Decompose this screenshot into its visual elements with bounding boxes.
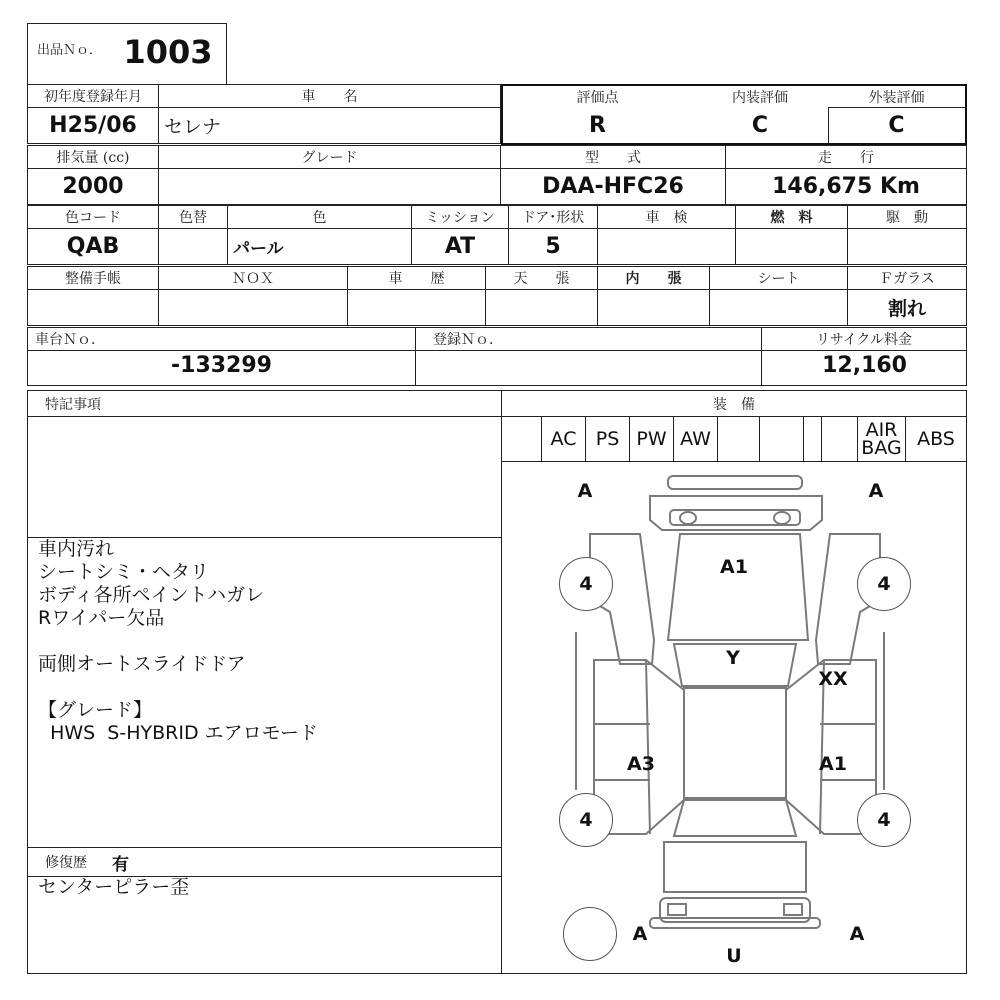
history-label: 車 歴 bbox=[388, 271, 445, 287]
mark-front-right-corner: A bbox=[868, 480, 884, 502]
mark-rear-left-corner: A bbox=[632, 923, 648, 945]
first-reg-label: 初年度登録年月 bbox=[44, 89, 142, 105]
note-line: ボディ各所ペイントハガレ bbox=[38, 584, 265, 606]
mission-label: ミッション bbox=[425, 210, 495, 226]
mark-hood: A1 bbox=[720, 556, 748, 578]
rear-hatch bbox=[664, 842, 806, 892]
equipment-ps: PS bbox=[586, 417, 630, 461]
drive-label: 駆 動 bbox=[886, 210, 928, 226]
lot-number-label: 出品Ｎｏ． bbox=[37, 42, 103, 58]
rear-light-right bbox=[784, 904, 802, 915]
note-line: HWS S-HYBRID エアロモード bbox=[38, 722, 318, 744]
mark-bottom: U bbox=[726, 945, 742, 967]
mark-windshield: Y bbox=[726, 647, 740, 669]
equipment-label: 装 備 bbox=[713, 396, 755, 413]
seat-label: シート bbox=[757, 271, 800, 287]
roof bbox=[684, 688, 786, 798]
door-label: ドア･形状 bbox=[521, 210, 585, 226]
maintenance-label: 整備手帳 bbox=[65, 271, 121, 287]
lot-number-value: 1003 bbox=[123, 33, 213, 71]
mark-rear-right-corner: A bbox=[849, 923, 865, 945]
note-line: Rワイパー欠品 bbox=[38, 607, 165, 629]
first-reg-value: H25/06 bbox=[49, 113, 137, 138]
nox-label: ＮＯＸ bbox=[232, 271, 274, 287]
front-light-right bbox=[774, 512, 790, 524]
car-name-value: セレナ bbox=[164, 116, 222, 138]
score-label: 評価点 bbox=[576, 90, 619, 106]
equipment-aw: AW bbox=[674, 417, 718, 461]
tire-front-right: 4 bbox=[857, 557, 911, 611]
equipment-pw: PW bbox=[630, 417, 674, 461]
mark-left-side: A3 bbox=[627, 753, 655, 775]
repair-label: 修復歴 bbox=[45, 855, 87, 871]
color-code-label: 色コード bbox=[65, 210, 121, 226]
front-light-left bbox=[680, 512, 696, 524]
exterior-value: C bbox=[888, 112, 905, 138]
equipment-ac: AC bbox=[542, 417, 586, 461]
rear-light-left bbox=[668, 904, 686, 915]
tire-rear-left: 4 bbox=[559, 793, 613, 847]
displacement-label: 排気量 (cc) bbox=[56, 150, 130, 166]
mark-front-left-corner: A bbox=[577, 480, 593, 502]
mission-value: AT bbox=[444, 234, 476, 259]
color-value: パール bbox=[233, 239, 284, 259]
rear-window bbox=[674, 800, 796, 836]
front-bumper-top bbox=[668, 476, 802, 489]
chassis-label: 車台Ｎｏ． bbox=[35, 332, 105, 348]
car-name-label: 車 名 bbox=[301, 89, 358, 105]
recycle-value: 12,160 bbox=[822, 352, 907, 378]
model-value: DAA-HFC26 bbox=[542, 174, 684, 199]
fglass-value: 割れ bbox=[887, 298, 926, 320]
score-value: R bbox=[589, 112, 606, 138]
repair-detail: センターピラー歪 bbox=[38, 876, 190, 898]
displacement-value: 2000 bbox=[62, 174, 124, 199]
reg-label: 登録Ｎｏ． bbox=[433, 332, 503, 348]
fglass-label: Ｆガラス bbox=[879, 271, 935, 287]
note-line: シートシミ・ヘタリ bbox=[38, 561, 210, 583]
door-value: 5 bbox=[545, 234, 561, 259]
mark-right-side: A1 bbox=[819, 753, 847, 775]
note-line: 車内汚れ bbox=[38, 538, 115, 560]
tire-front-left: 4 bbox=[559, 557, 613, 611]
mileage-value: 146,675 Km bbox=[772, 174, 920, 199]
inner-label: 内 張 bbox=[625, 271, 682, 287]
notes-label: 特記事項 bbox=[45, 396, 101, 413]
spare-tire bbox=[563, 907, 617, 961]
repair-value: 有 bbox=[112, 854, 129, 875]
roof-label: 天 張 bbox=[513, 271, 570, 287]
interior-value: C bbox=[751, 112, 769, 138]
grade-label: グレード bbox=[301, 150, 358, 166]
recycle-label: リサイクル料金 bbox=[815, 332, 913, 348]
note-line: 【グレード】 bbox=[38, 699, 153, 721]
exterior-label: 外装評価 bbox=[868, 90, 925, 106]
chassis-value: -133299 bbox=[171, 352, 272, 378]
hood bbox=[668, 534, 808, 640]
color-label: 色 bbox=[312, 210, 327, 226]
fuel-label: 燃 料 bbox=[770, 210, 813, 226]
tire-rear-right: 4 bbox=[857, 793, 911, 847]
equipment-airbag: AIR BAG bbox=[858, 417, 906, 461]
note-line: 両側オートスライドドア bbox=[38, 653, 246, 675]
mark-right-front-door: XX bbox=[818, 668, 848, 690]
color-change-label: 色替 bbox=[179, 210, 207, 226]
interior-label: 内装評価 bbox=[732, 90, 788, 106]
color-code-value: QAB bbox=[66, 234, 120, 259]
model-label: 型 式 bbox=[585, 150, 641, 166]
equipment-abs: ABS bbox=[917, 428, 955, 450]
mileage-label: 走 行 bbox=[818, 150, 874, 166]
inspection-label: 車 検 bbox=[645, 210, 688, 226]
